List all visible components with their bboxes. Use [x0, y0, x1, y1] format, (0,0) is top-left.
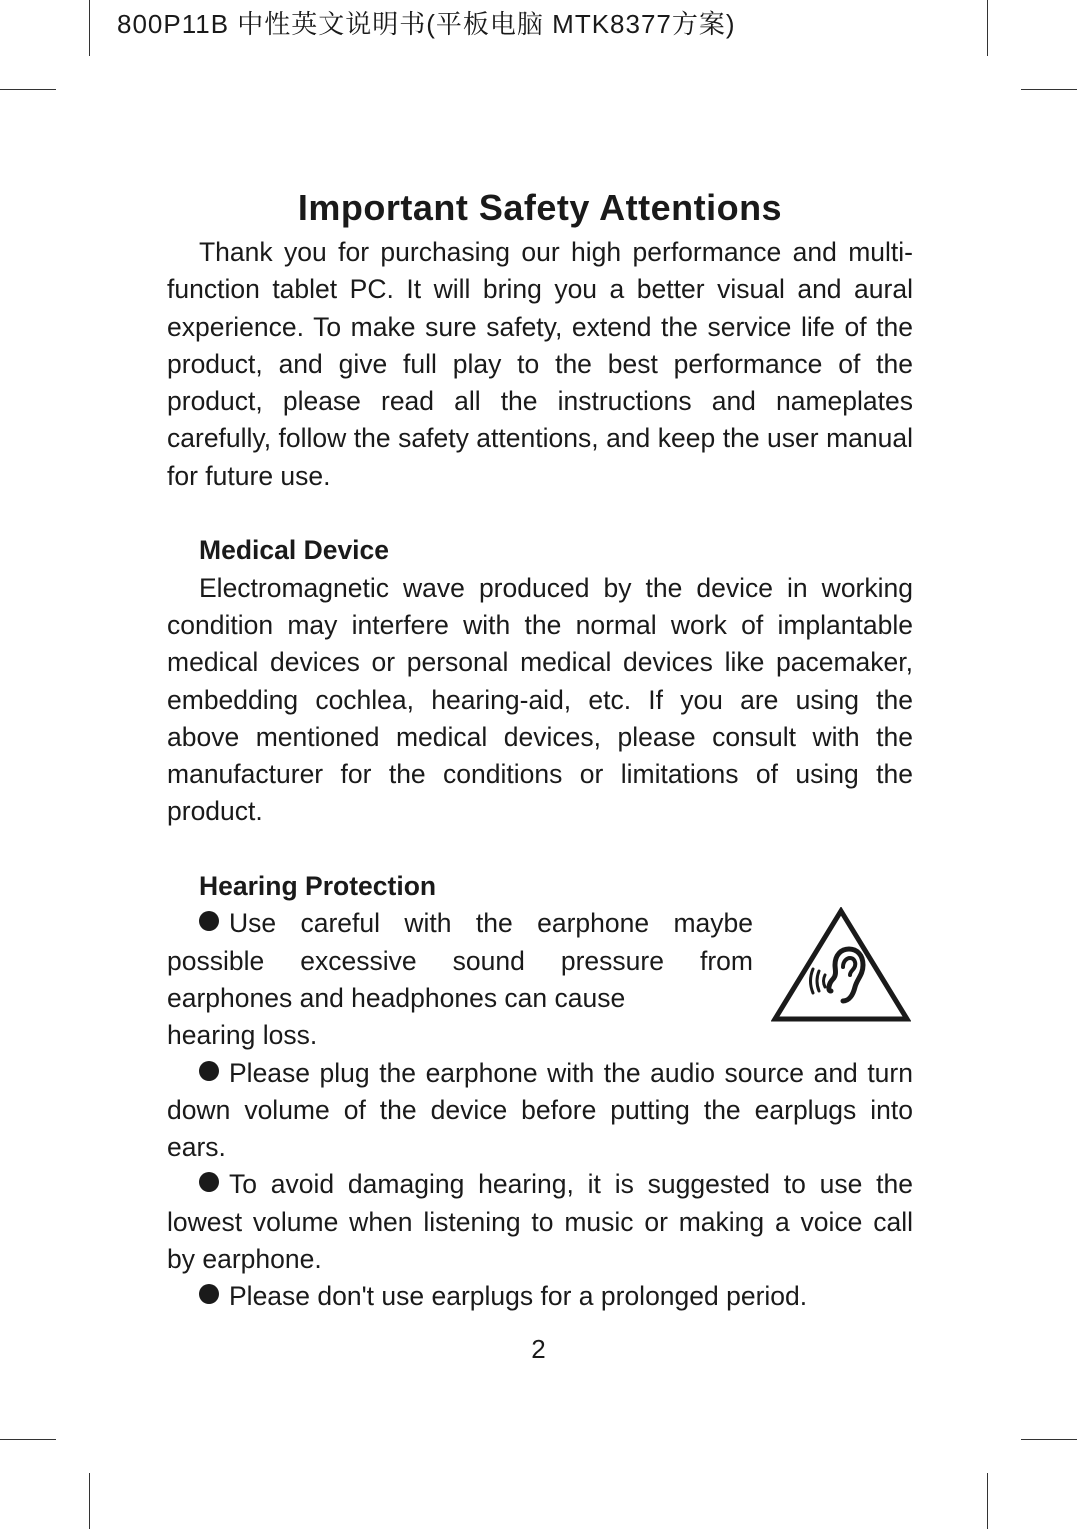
document-body	[167, 182, 913, 1316]
sound-wave-2	[817, 971, 819, 991]
bullet-dot	[199, 911, 219, 931]
sound-wave-1	[824, 975, 826, 987]
hearing-bullet-1	[167, 905, 753, 1017]
crop-mark-bottom-left-vertical	[89, 1473, 90, 1529]
hearing-bullet-3-text: To avoid damaging hearing, it is suggested to use the lowest volume when listening to music or making a voice call by earphone.	[167, 1169, 913, 1275]
crop-mark-bottom-right-vertical	[987, 1473, 988, 1529]
hearing-bullet-1-end: hearing loss.	[167, 1020, 318, 1051]
hearing-protection-heading: Hearing Protection	[199, 871, 437, 902]
page-title: Important Safety Attentions	[297, 187, 783, 228]
crop-mark-bottom-left-horizontal	[0, 1439, 56, 1440]
hearing-warning-icon	[771, 907, 911, 1023]
warning-triangle	[775, 911, 907, 1019]
print-label: 800P11B 中性英文说明书(平板电脑 MTK8377方案)	[117, 9, 736, 39]
medical-device-heading: Medical Device	[199, 535, 390, 566]
sound-wave-3	[811, 969, 814, 993]
page-number: 2	[531, 1334, 546, 1364]
bullet-dot	[199, 1284, 219, 1304]
hearing-bullet-4	[167, 1278, 913, 1315]
section-spacer	[167, 831, 913, 868]
bullet-dot	[199, 1172, 219, 1192]
crop-mark-top-left-vertical	[89, 0, 90, 56]
hearing-bullet-1-text: Use careful with the earphone maybe possible excessive sound pressure from earphones and headphones can cause	[167, 908, 753, 1013]
intro-paragraph: Thank you for purchasing our high performance and multi-function tablet PC. It will bring you a better visual and aural experience. To make sure safety, extend the service life of the product, and give full play to the best performance of the product, please read all the instructions and nameplates carefully, follow the safety attentions, and keep the user manual for future use.	[167, 237, 913, 491]
hearing-bullet-3	[167, 1166, 913, 1278]
hearing-bullet-2-text: Please plug the earphone with the audio source and turn down volume of the device before putting the earplugs into ears.	[167, 1057, 913, 1163]
hearing-bullet-4-text: Please don't use earplugs for a prolonged period.	[229, 1281, 808, 1312]
crop-mark-top-right-horizontal	[1021, 89, 1077, 90]
section-spacer	[167, 495, 913, 532]
hearing-warning-block	[167, 905, 913, 1054]
hearing-bullet-2	[167, 1055, 913, 1167]
crop-mark-bottom-right-horizontal	[1021, 1439, 1077, 1440]
crop-mark-top-right-vertical	[987, 0, 988, 56]
ear-shape	[829, 949, 863, 1001]
medical-device-paragraph: Electromagnetic wave produced by the device in working condition may interfere with the normal work of implantable medical devices or personal medical devices like pacemaker, embedding cochlea, hearing-aid, etc. If you are using the above mentioned medical devices, please consult with the manufacturer for the conditions or limitations of using the product.	[167, 572, 913, 827]
crop-mark-top-left-horizontal	[0, 89, 56, 90]
bullet-dot	[199, 1061, 219, 1081]
ear-inner	[843, 958, 855, 975]
